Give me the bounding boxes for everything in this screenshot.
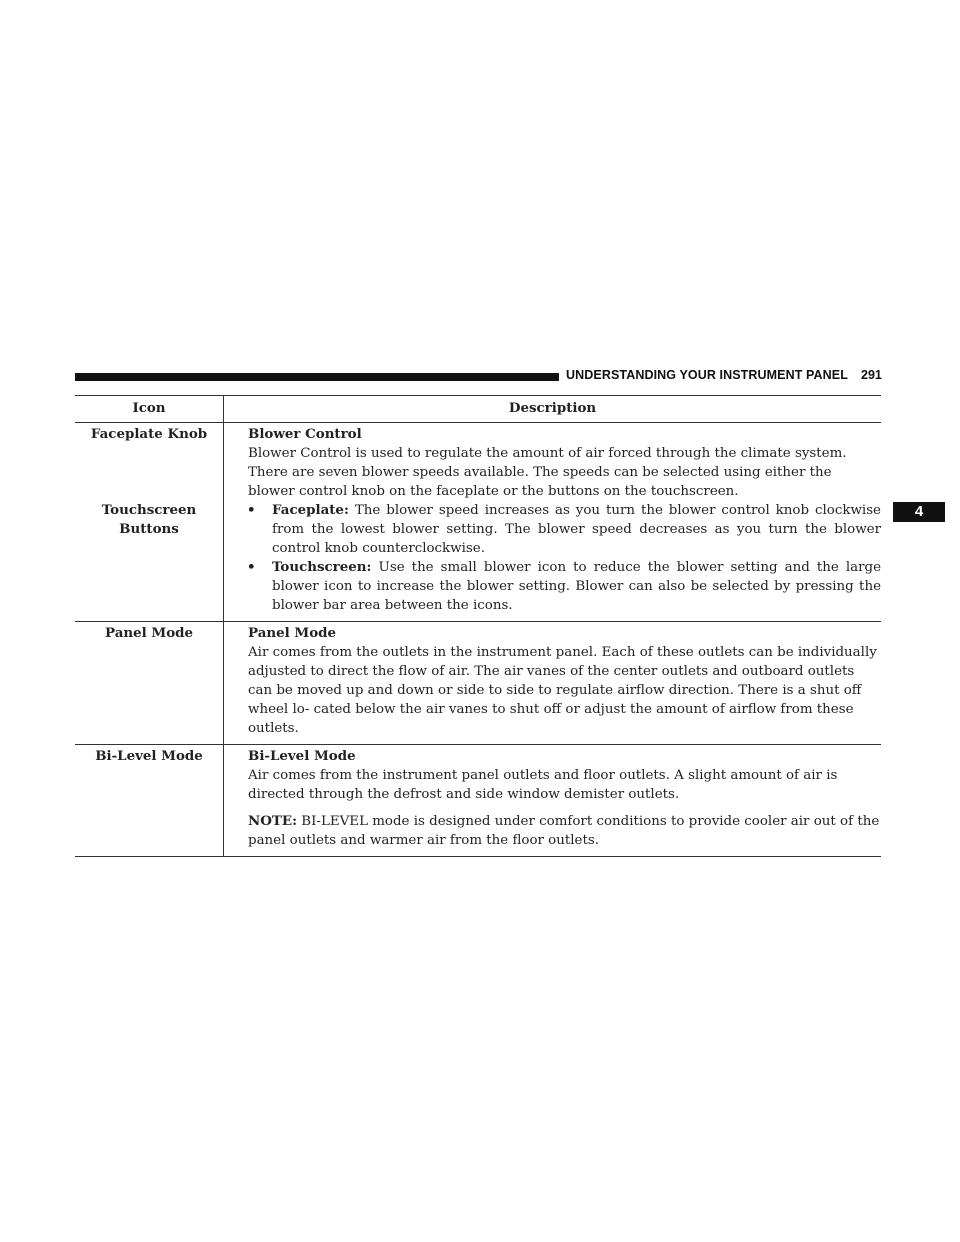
bullet-content: [248, 558, 881, 615]
description-cell: [224, 745, 882, 857]
section-title: UNDERSTANDING YOUR INSTRUMENT PANEL: [566, 368, 848, 382]
note-lead: NOTE:: [248, 813, 298, 829]
row-title: Panel Mode: [248, 625, 337, 641]
list-item: [248, 558, 881, 615]
chapter-tab: 4: [893, 502, 945, 522]
bullet-icon: •: [247, 559, 256, 575]
table-header-row: [75, 396, 881, 423]
row-body: Air comes from the outlets in the instrument panel. Each of these outlets can be individually adjusted to direct the flow of air. The air vanes of the center outlets and outboard outlets can be moved up and down or side to side to regulate airflow direction. There is a shut off wheel lo- cated below the air vanes to shut off or adjust the amount of airflow from these outlets.: [248, 645, 877, 736]
note-text: BI-LEVEL mode is designed under comfort conditions to provide cooler air out of the panel outlets and warmer air from the floor outlets.: [248, 814, 880, 848]
row-title: Blower Control: [248, 426, 362, 442]
climate-controls-table: [75, 395, 881, 857]
touchscreen-buttons-label: Touchscreen Buttons: [101, 502, 197, 537]
bullet-list: [248, 501, 881, 615]
header-rule: [75, 373, 559, 381]
bullet-text: The blower speed increases as you turn the blower control knob clockwise from the lowest blower setting. The blower speed decreases as you turn the blower control knob counterclockwise.: [272, 503, 881, 556]
icon-spacer: [79, 444, 219, 501]
description-cell: [224, 423, 882, 622]
bullet-icon: •: [247, 502, 256, 518]
note: [248, 812, 881, 850]
description-cell: [224, 622, 882, 745]
page-number: 291: [861, 368, 882, 382]
row-title: Bi-Level Mode: [248, 748, 356, 764]
row-body: Blower Control is used to regulate the amount of air forced through the climate system. There are seven blower speeds available. The speeds can be selected using either the blower control knob on the faceplate or the buttons on the touchscreen.: [248, 446, 847, 499]
panel-mode-label: Panel Mode: [104, 625, 194, 641]
column-header-icon: Icon: [75, 396, 224, 423]
icon-cell: [75, 423, 224, 622]
bullet-content: [248, 501, 881, 558]
table-row-blower-control: [75, 423, 881, 622]
table-row-bi-level-mode: [75, 745, 881, 857]
icon-cell: [75, 622, 224, 745]
table-row-panel-mode: [75, 622, 881, 745]
list-item: [248, 501, 881, 558]
bi-level-mode-label: Bi-Level Mode: [95, 748, 203, 764]
faceplate-knob-label: Faceplate Knob: [90, 426, 208, 442]
column-header-description: Description: [224, 396, 882, 423]
bullet-lead: Faceplate:: [272, 502, 349, 518]
row-body: Air comes from the instrument panel outlets and floor outlets. A slight amount of air is directed through the defrost and side window demister outlets.: [248, 768, 838, 802]
bullet-text: Use the small blower icon to reduce the blower setting and the large blower icon to increase the blower setting. Blower can also be selected by pressing the blower bar area between the icons.: [272, 560, 881, 613]
icon-cell: [75, 745, 224, 857]
bullet-lead: Touchscreen:: [272, 559, 372, 575]
